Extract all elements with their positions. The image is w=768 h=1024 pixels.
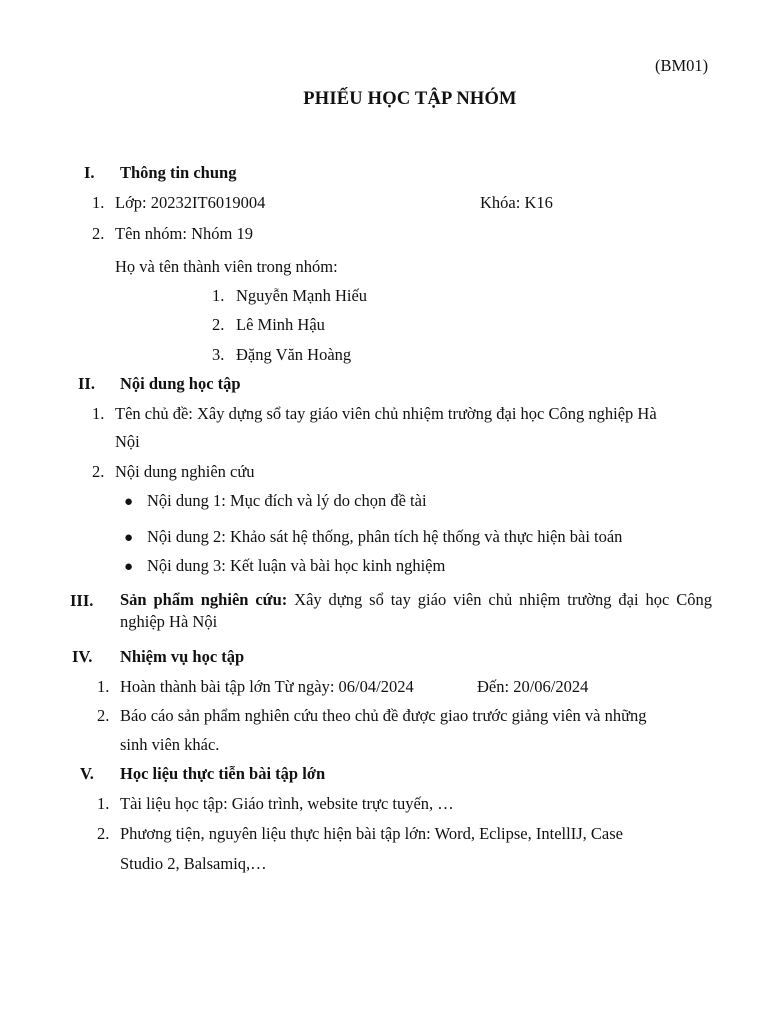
item-number: 1. <box>97 794 110 813</box>
member-number: 1. <box>212 286 225 305</box>
group-name-field: Tên nhóm: Nhóm 19 <box>115 224 253 243</box>
member-name: Đặng Văn Hoàng <box>236 345 352 364</box>
research-item: Nội dung 2: Khảo sát hệ thống, phân tích hệ thống và thực hiện bài toán <box>147 527 623 546</box>
section-heading: Nội dung học tập <box>120 374 241 393</box>
section-number: IV. <box>72 647 93 666</box>
topic-line-1: Tên chủ đề: Xây dựng sổ tay giáo viên chủ nhiệm trường đại học Công nghiệp Hà <box>115 404 657 423</box>
item-number: 2. <box>97 824 110 843</box>
members-heading: Họ và tên thành viên trong nhóm: <box>115 257 338 276</box>
class-field: Lớp: 20232IT6019004 <box>115 193 266 212</box>
research-product-paragraph <box>120 589 712 633</box>
member-number: 3. <box>212 345 225 364</box>
materials-item: Tài liệu học tập: Giáo trình, website trực tuyến, … <box>120 794 454 813</box>
topic-line-2: Nội <box>115 432 140 451</box>
section-number: I. <box>84 163 95 182</box>
task-end-date: Đến: 20/06/2024 <box>477 677 589 696</box>
item-number: 1. <box>92 193 105 212</box>
task-report-line-2: sinh viên khác. <box>120 735 220 754</box>
item-number: 1. <box>97 677 110 696</box>
item-number: 2. <box>97 706 110 725</box>
section-heading: Sản phẩm nghiên cứu: <box>120 590 288 609</box>
section-number: II. <box>78 374 95 393</box>
course-field: Khóa: K16 <box>480 193 553 212</box>
tools-line-2: Studio 2, Balsamiq,… <box>120 854 267 873</box>
bullet-icon: ● <box>124 559 134 575</box>
task-report-line-1: Báo cáo sản phẩm nghiên cứu theo chủ đề được giao trước giảng viên và những <box>120 706 647 725</box>
item-number: 2. <box>92 462 105 481</box>
item-number: 1. <box>92 404 105 423</box>
research-label: Nội dung nghiên cứu <box>115 462 255 481</box>
research-item: Nội dung 3: Kết luận và bài học kinh nghiệm <box>147 556 446 575</box>
section-heading: Thông tin chung <box>120 163 237 182</box>
bullet-icon: ● <box>124 530 134 546</box>
item-number: 2. <box>92 224 105 243</box>
member-name: Nguyễn Mạnh Hiếu <box>236 286 368 305</box>
section-number: III. <box>70 591 94 610</box>
member-number: 2. <box>212 315 225 334</box>
document-title: PHIẾU HỌC TẬP NHÓM <box>303 89 517 109</box>
document-code: (BM01) <box>655 56 709 75</box>
bullet-icon: ● <box>124 494 134 510</box>
research-item: Nội dung 1: Mục đích và lý do chọn đề tài <box>147 491 427 510</box>
member-name: Lê Minh Hậu <box>236 315 325 334</box>
section-number: V. <box>80 764 94 783</box>
task-start-date: Hoàn thành bài tập lớn Từ ngày: 06/04/2024 <box>120 677 414 696</box>
section-heading: Nhiệm vụ học tập <box>120 647 245 666</box>
research-product-text: Xây dựng sổ tay giáo viên chủ nhiệm trường đại học Công nghiệp Hà Nội <box>120 590 712 631</box>
tools-line-1: Phương tiện, nguyên liệu thực hiện bài tập lớn: Word, Eclipse, IntellIJ, Case <box>120 824 623 843</box>
section-heading: Học liệu thực tiễn bài tập lớn <box>120 764 326 783</box>
